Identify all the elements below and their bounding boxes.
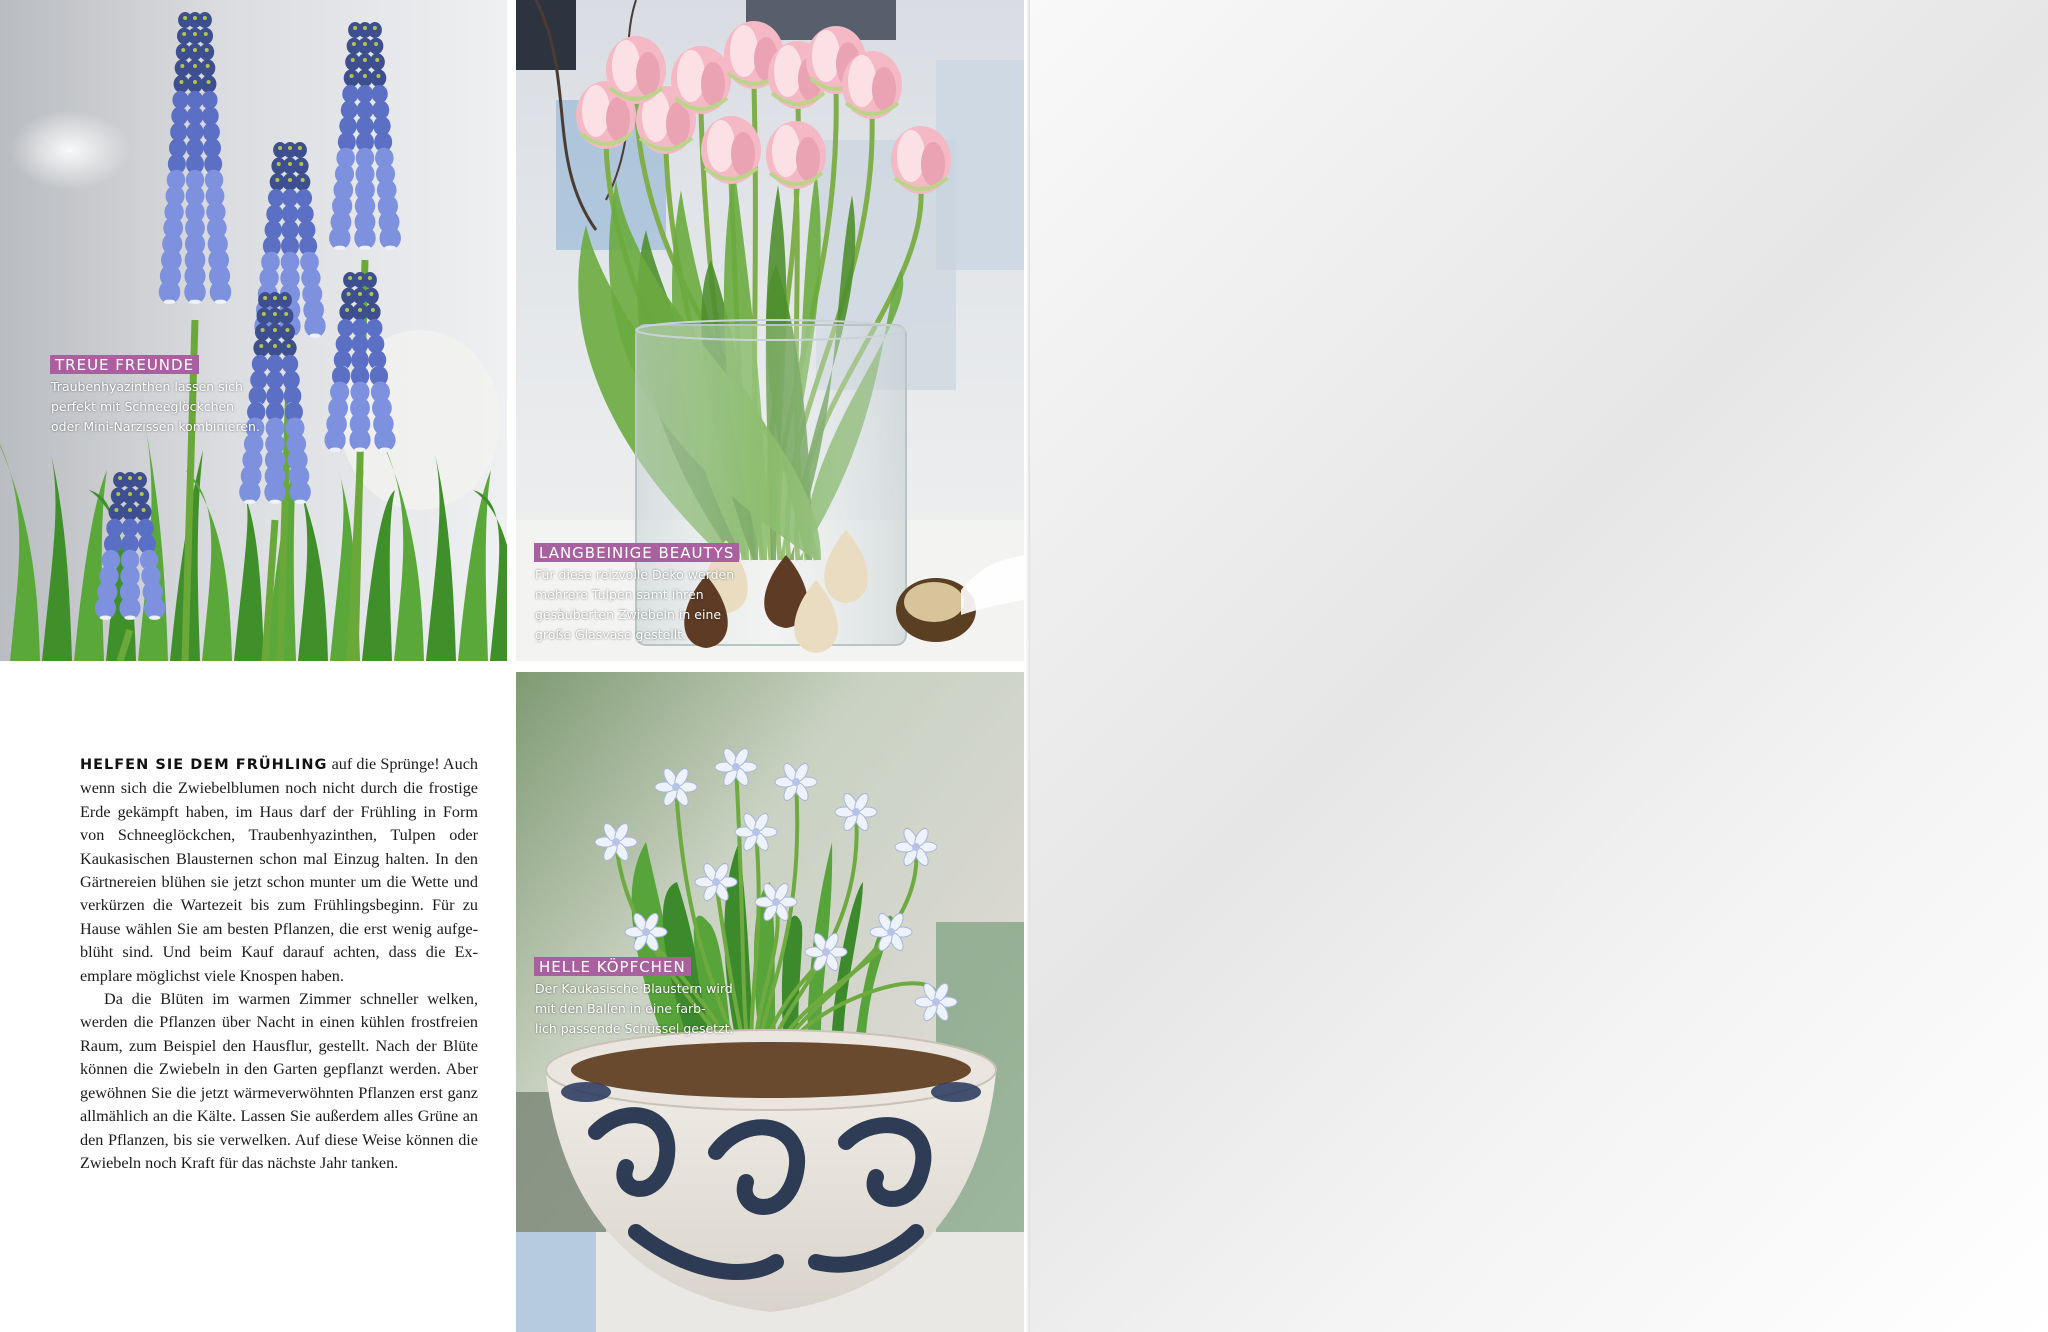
article-lead-in: HELFEN SIE DEM FRÜHLING: [80, 757, 328, 773]
caption-text-langbeinige-beautys: Für diese reizvolle Deko werden mehrere Tulpen samt ihren gesäuberten Zwiebeln in eine große Glasvase gestellt.: [535, 567, 735, 642]
caption-title-helle-koepfchen: HELLE KÖPFCHEN: [534, 957, 691, 976]
photo-tulips-in-vase: [516, 0, 1024, 661]
caption-text-treue-freunde: Traubenhyazinthen lassen sich perfekt mit Schneeglöckchen oder Mini-Narzissen kombinieren.: [51, 379, 260, 434]
caption-text-helle-koepfchen: Der Kaukasische Blaustern wird mit den Ballen in eine farb- lich passende Schüssel gesetzt.: [535, 981, 734, 1036]
article-paragraph-1-text: auf die Sprünge! Auch wenn sich die Zwiebelblumen noch nicht durch die frostige Erde gekämpft haben, im Haus darf der Frühling in Form von Schneeglöckchen, Traubenhyazinthen, Tulpen oder Kaukasischen Blausternen schon mal Einzug halten. In den Gärtnereien blühen sie jetzt schon munter um die Wette und verkürzen die Wartezeit bis zum Frühlingsbeginn. Für zu Hause wählen Sie am besten Pflanzen, die erst wenig aufgeblüht sind. Und beim Kauf darauf achten, dass die Exemplare möglichst viele Knospen haben.: [80, 755, 478, 985]
article-paragraph-2: Da die Blüten im warmen Zimmer schneller welken, werden die Pflanzen über Nacht in einen kühlen frostfreien Raum, zum Beispiel den Hausflur, gestellt. Nach der Blüte können die Zwiebeln in den Garten gepflanzt werden. Aber gewöhnen Sie die jetzt wärmeverwöhnten Pflanzen erst ganz allmählich an die Kälte. Lassen Sie außerdem alles Grüne an den Pflanzen, bis sie verwelken. Auf diese Weise können die Zwiebeln noch Kraft für das nächste Jahr tanken.: [80, 990, 478, 1172]
photo-grape-hyacinths: [0, 0, 507, 661]
caption-title-treue-freunde: TREUE FREUNDE: [50, 355, 199, 374]
caption-title-langbeinige-beautys: LANGBEINIGE BEAUTYS: [534, 543, 739, 562]
blank-right-page: [1030, 0, 2048, 1332]
article-body: [80, 753, 478, 1175]
photo-scilla-in-bowl: [516, 672, 1024, 1332]
grape-hyacinth-illustration: [0, 0, 507, 661]
article-paragraph-1: [80, 753, 478, 988]
